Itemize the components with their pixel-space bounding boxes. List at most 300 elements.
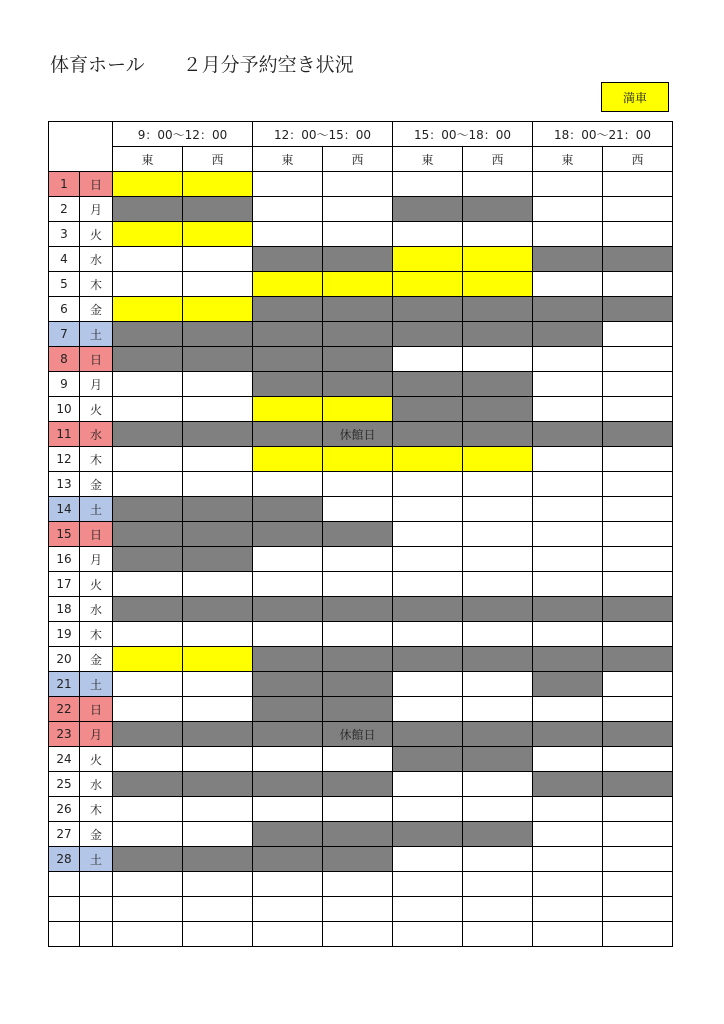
weekday: 木	[80, 272, 113, 297]
weekday: 月	[80, 722, 113, 747]
weekday: 火	[80, 572, 113, 597]
page-title: 体育ホール ２月分予約空き状況	[50, 54, 354, 76]
slot-15-18-west	[463, 922, 533, 947]
table-row	[49, 497, 673, 522]
day-number	[49, 872, 80, 897]
slot-12-15-east	[253, 697, 323, 722]
weekday: 水	[80, 422, 113, 447]
weekday: 日	[80, 522, 113, 547]
slot-09-12-west	[183, 472, 253, 497]
side-header-east: 東	[253, 147, 323, 172]
slot-12-15-east	[253, 372, 323, 397]
slot-09-12-west	[183, 172, 253, 197]
slot-18-21-east	[533, 772, 603, 797]
table-row	[49, 272, 673, 297]
slot-15-18-west	[463, 622, 533, 647]
table-row	[49, 872, 673, 897]
slot-15-18-west	[463, 497, 533, 522]
slot-09-12-east	[113, 822, 183, 847]
slot-12-15-west	[323, 622, 393, 647]
slot-15-18-west	[463, 697, 533, 722]
slot-12-15-west	[323, 747, 393, 772]
day-number: 1	[49, 172, 80, 197]
slot-18-21-west	[603, 472, 673, 497]
table-row	[49, 547, 673, 572]
slot-15-18-west	[463, 722, 533, 747]
weekday: 木	[80, 447, 113, 472]
slot-09-12-east	[113, 172, 183, 197]
slot-12-15-west	[323, 572, 393, 597]
day-number: 14	[49, 497, 80, 522]
slot-12-15-west	[323, 222, 393, 247]
slot-09-12-east	[113, 572, 183, 597]
slot-09-12-east	[113, 322, 183, 347]
slot-15-18-west	[463, 847, 533, 872]
slot-12-15-west	[323, 322, 393, 347]
slot-12-15-west	[323, 397, 393, 422]
slot-18-21-east	[533, 172, 603, 197]
day-number: 8	[49, 347, 80, 372]
slot-15-18-east	[393, 272, 463, 297]
slot-09-12-east	[113, 272, 183, 297]
table-row	[49, 322, 673, 347]
weekday: 日	[80, 697, 113, 722]
slot-12-15-east	[253, 722, 323, 747]
slot-12-15-west: 休館日	[323, 722, 393, 747]
slot-18-21-east	[533, 222, 603, 247]
slot-15-18-east	[393, 372, 463, 397]
slot-09-12-west	[183, 722, 253, 747]
slot-09-12-east	[113, 672, 183, 697]
slot-12-15-west	[323, 847, 393, 872]
slot-12-15-east	[253, 622, 323, 647]
slot-09-12-east	[113, 597, 183, 622]
slot-15-18-west	[463, 272, 533, 297]
day-number	[49, 922, 80, 947]
side-header-west: 西	[323, 147, 393, 172]
slot-18-21-east	[533, 197, 603, 222]
side-header-east: 東	[113, 147, 183, 172]
weekday: 金	[80, 647, 113, 672]
slot-15-18-west	[463, 447, 533, 472]
slot-18-21-west	[603, 222, 673, 247]
side-header-west: 西	[603, 147, 673, 172]
slot-09-12-east	[113, 722, 183, 747]
slot-12-15-west	[323, 172, 393, 197]
day-number	[49, 897, 80, 922]
slot-12-15-east	[253, 297, 323, 322]
day-number: 15	[49, 522, 80, 547]
weekday: 土	[80, 847, 113, 872]
weekday: 土	[80, 322, 113, 347]
slot-09-12-west	[183, 597, 253, 622]
table-row	[49, 747, 673, 772]
slot-15-18-west	[463, 472, 533, 497]
slot-09-12-west	[183, 247, 253, 272]
slot-18-21-east	[533, 897, 603, 922]
slot-15-18-west	[463, 172, 533, 197]
table-row	[49, 247, 673, 272]
day-number: 21	[49, 672, 80, 697]
table-row	[49, 347, 673, 372]
table-row	[49, 222, 673, 247]
slot-09-12-west	[183, 747, 253, 772]
slot-18-21-east	[533, 297, 603, 322]
slot-09-12-east	[113, 772, 183, 797]
slot-15-18-west	[463, 897, 533, 922]
table-row	[49, 447, 673, 472]
slot-12-15-east	[253, 522, 323, 547]
weekday	[80, 922, 113, 947]
slot-18-21-east	[533, 672, 603, 697]
slot-12-15-east	[253, 822, 323, 847]
slot-12-15-west	[323, 872, 393, 897]
slot-18-21-west	[603, 572, 673, 597]
day-number: 13	[49, 472, 80, 497]
slot-18-21-west	[603, 447, 673, 472]
slot-15-18-east	[393, 197, 463, 222]
slot-18-21-west	[603, 747, 673, 772]
weekday: 日	[80, 347, 113, 372]
slot-18-21-west	[603, 597, 673, 622]
weekday: 火	[80, 747, 113, 772]
slot-12-15-west	[323, 772, 393, 797]
weekday: 火	[80, 222, 113, 247]
slot-18-21-east	[533, 497, 603, 522]
weekday: 火	[80, 397, 113, 422]
slot-12-15-west	[323, 797, 393, 822]
slot-09-12-east	[113, 522, 183, 547]
slot-18-21-west	[603, 672, 673, 697]
slot-09-12-west	[183, 697, 253, 722]
day-number: 25	[49, 772, 80, 797]
slot-09-12-west	[183, 422, 253, 447]
slot-18-21-west	[603, 247, 673, 272]
slot-09-12-east	[113, 397, 183, 422]
slot-15-18-west	[463, 372, 533, 397]
slot-18-21-west	[603, 347, 673, 372]
slot-09-12-west	[183, 647, 253, 672]
slot-15-18-east	[393, 522, 463, 547]
slot-09-12-west	[183, 897, 253, 922]
slot-15-18-east	[393, 672, 463, 697]
day-number: 26	[49, 797, 80, 822]
slot-12-15-east	[253, 872, 323, 897]
time-slot-header: 9：00～12：00	[113, 122, 253, 147]
slot-18-21-west	[603, 722, 673, 747]
slot-09-12-west	[183, 497, 253, 522]
slot-15-18-east	[393, 297, 463, 322]
table-row	[49, 472, 673, 497]
weekday: 金	[80, 297, 113, 322]
slot-12-15-west	[323, 522, 393, 547]
slot-09-12-west	[183, 547, 253, 572]
slot-18-21-east	[533, 322, 603, 347]
time-slot-header: 18：00～21：00	[533, 122, 673, 147]
slot-12-15-east	[253, 247, 323, 272]
slot-18-21-east	[533, 597, 603, 622]
slot-09-12-east	[113, 197, 183, 222]
slot-15-18-west	[463, 297, 533, 322]
slot-09-12-west	[183, 847, 253, 872]
slot-15-18-west	[463, 822, 533, 847]
slot-09-12-east	[113, 347, 183, 372]
slot-12-15-west	[323, 347, 393, 372]
slot-15-18-east	[393, 622, 463, 647]
slot-12-15-east	[253, 472, 323, 497]
slot-12-15-west	[323, 822, 393, 847]
slot-15-18-east	[393, 422, 463, 447]
table-row	[49, 597, 673, 622]
slot-12-15-west	[323, 547, 393, 572]
weekday: 木	[80, 797, 113, 822]
day-number: 28	[49, 847, 80, 872]
corner-cell	[49, 122, 113, 172]
slot-12-15-east	[253, 197, 323, 222]
table-row	[49, 647, 673, 672]
slot-12-15-east	[253, 447, 323, 472]
slot-15-18-east	[393, 547, 463, 572]
table-row	[49, 722, 673, 747]
slot-15-18-east	[393, 222, 463, 247]
slot-15-18-east	[393, 772, 463, 797]
slot-18-21-east	[533, 747, 603, 772]
slot-15-18-east	[393, 447, 463, 472]
slot-12-15-west	[323, 272, 393, 297]
slot-15-18-west	[463, 322, 533, 347]
slot-18-21-west	[603, 922, 673, 947]
slot-15-18-east	[393, 897, 463, 922]
slot-12-15-west	[323, 647, 393, 672]
slot-18-21-east	[533, 522, 603, 547]
table-row	[49, 622, 673, 647]
weekday: 日	[80, 172, 113, 197]
slot-18-21-east	[533, 372, 603, 397]
slot-09-12-east	[113, 222, 183, 247]
slot-15-18-west	[463, 772, 533, 797]
weekday: 水	[80, 247, 113, 272]
weekday	[80, 897, 113, 922]
slot-12-15-east	[253, 797, 323, 822]
table-row	[49, 372, 673, 397]
slot-15-18-west	[463, 247, 533, 272]
time-slot-header: 15：00～18：00	[393, 122, 533, 147]
slot-15-18-east	[393, 747, 463, 772]
slot-12-15-east	[253, 572, 323, 597]
weekday: 金	[80, 472, 113, 497]
slot-12-15-east	[253, 597, 323, 622]
slot-12-15-east	[253, 897, 323, 922]
slot-18-21-east	[533, 447, 603, 472]
slot-15-18-east	[393, 822, 463, 847]
slot-09-12-east	[113, 422, 183, 447]
slot-18-21-west	[603, 822, 673, 847]
slot-15-18-east	[393, 247, 463, 272]
weekday: 木	[80, 622, 113, 647]
slot-09-12-west	[183, 447, 253, 472]
slot-15-18-east	[393, 497, 463, 522]
slot-15-18-east	[393, 922, 463, 947]
weekday: 水	[80, 772, 113, 797]
slot-15-18-east	[393, 572, 463, 597]
table-row	[49, 397, 673, 422]
weekday: 水	[80, 597, 113, 622]
slot-12-15-west	[323, 697, 393, 722]
legend-full-swatch: 満車	[601, 82, 669, 112]
slot-12-15-east	[253, 222, 323, 247]
slot-12-15-west	[323, 197, 393, 222]
weekday: 月	[80, 197, 113, 222]
day-number: 4	[49, 247, 80, 272]
slot-12-15-east	[253, 397, 323, 422]
slot-18-21-east	[533, 647, 603, 672]
slot-09-12-west	[183, 522, 253, 547]
day-number: 6	[49, 297, 80, 322]
slot-15-18-east	[393, 722, 463, 747]
slot-15-18-east	[393, 322, 463, 347]
slot-12-15-east	[253, 672, 323, 697]
slot-09-12-east	[113, 497, 183, 522]
slot-09-12-west	[183, 397, 253, 422]
slot-15-18-west	[463, 197, 533, 222]
slot-12-15-west	[323, 922, 393, 947]
slot-18-21-east	[533, 347, 603, 372]
day-number: 18	[49, 597, 80, 622]
side-header-row	[49, 147, 673, 172]
day-number: 16	[49, 547, 80, 572]
slot-15-18-east	[393, 647, 463, 672]
slot-12-15-east	[253, 772, 323, 797]
slot-18-21-east	[533, 797, 603, 822]
slot-15-18-east	[393, 697, 463, 722]
slot-09-12-west	[183, 822, 253, 847]
table-row	[49, 697, 673, 722]
slot-12-15-east	[253, 847, 323, 872]
slot-12-15-east	[253, 747, 323, 772]
slot-12-15-west	[323, 897, 393, 922]
slot-09-12-east	[113, 922, 183, 947]
slot-09-12-west	[183, 347, 253, 372]
side-header-east: 東	[393, 147, 463, 172]
weekday: 月	[80, 372, 113, 397]
day-number: 2	[49, 197, 80, 222]
table-row	[49, 922, 673, 947]
slot-18-21-east	[533, 697, 603, 722]
slot-15-18-west	[463, 547, 533, 572]
slot-18-21-east	[533, 922, 603, 947]
slot-09-12-west	[183, 197, 253, 222]
slot-12-15-west	[323, 597, 393, 622]
table-row	[49, 297, 673, 322]
slot-15-18-west	[463, 647, 533, 672]
slot-09-12-east	[113, 747, 183, 772]
slot-09-12-east	[113, 547, 183, 572]
table-row	[49, 772, 673, 797]
slot-12-15-west	[323, 372, 393, 397]
slot-15-18-east	[393, 397, 463, 422]
slot-18-21-west	[603, 272, 673, 297]
day-number: 22	[49, 697, 80, 722]
slot-09-12-east	[113, 372, 183, 397]
slot-18-21-west	[603, 172, 673, 197]
slot-18-21-west	[603, 547, 673, 572]
time-slot-header-row	[49, 122, 673, 147]
slot-18-21-east	[533, 847, 603, 872]
slot-09-12-east	[113, 797, 183, 822]
day-number: 20	[49, 647, 80, 672]
slot-18-21-west	[603, 422, 673, 447]
slot-15-18-east	[393, 347, 463, 372]
day-number: 11	[49, 422, 80, 447]
slot-09-12-east	[113, 447, 183, 472]
slot-18-21-east	[533, 547, 603, 572]
slot-12-15-east	[253, 322, 323, 347]
slot-15-18-east	[393, 797, 463, 822]
slot-12-15-east	[253, 547, 323, 572]
slot-09-12-west	[183, 222, 253, 247]
slot-15-18-west	[463, 347, 533, 372]
slot-18-21-west	[603, 497, 673, 522]
slot-12-15-west: 休館日	[323, 422, 393, 447]
slot-18-21-west	[603, 872, 673, 897]
slot-15-18-west	[463, 397, 533, 422]
table-row	[49, 672, 673, 697]
slot-18-21-west	[603, 897, 673, 922]
slot-12-15-west	[323, 672, 393, 697]
slot-09-12-west	[183, 772, 253, 797]
slot-12-15-east	[253, 647, 323, 672]
weekday	[80, 872, 113, 897]
slot-15-18-west	[463, 872, 533, 897]
slot-15-18-east	[393, 597, 463, 622]
slot-15-18-east	[393, 172, 463, 197]
slot-18-21-east	[533, 397, 603, 422]
slot-18-21-east	[533, 272, 603, 297]
slot-12-15-east	[253, 172, 323, 197]
day-number: 12	[49, 447, 80, 472]
slot-18-21-west	[603, 772, 673, 797]
slot-18-21-east	[533, 722, 603, 747]
day-number: 17	[49, 572, 80, 597]
table-row	[49, 847, 673, 872]
day-number: 5	[49, 272, 80, 297]
slot-12-15-west	[323, 247, 393, 272]
slot-18-21-east	[533, 872, 603, 897]
day-number: 19	[49, 622, 80, 647]
slot-12-15-east	[253, 497, 323, 522]
slot-18-21-west	[603, 522, 673, 547]
slot-15-18-west	[463, 597, 533, 622]
weekday: 月	[80, 547, 113, 572]
slot-15-18-west	[463, 422, 533, 447]
slot-09-12-west	[183, 272, 253, 297]
slot-09-12-west	[183, 572, 253, 597]
slot-18-21-east	[533, 472, 603, 497]
slot-12-15-east	[253, 347, 323, 372]
slot-15-18-east	[393, 472, 463, 497]
day-number: 9	[49, 372, 80, 397]
reservation-table	[48, 121, 673, 947]
day-number: 27	[49, 822, 80, 847]
slot-15-18-east	[393, 847, 463, 872]
slot-09-12-west	[183, 297, 253, 322]
slot-09-12-east	[113, 622, 183, 647]
slot-15-18-west	[463, 572, 533, 597]
table-row	[49, 572, 673, 597]
slot-09-12-east	[113, 297, 183, 322]
weekday: 金	[80, 822, 113, 847]
slot-18-21-west	[603, 197, 673, 222]
